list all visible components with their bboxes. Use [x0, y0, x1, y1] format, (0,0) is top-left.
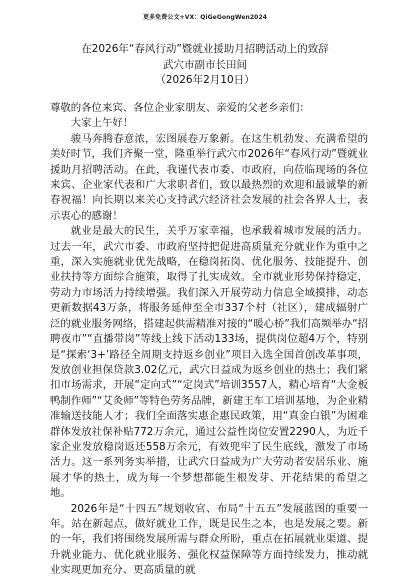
speech-byline: 武穴市副市长田间	[163, 59, 247, 71]
speech-body	[50, 101, 368, 579]
watermark-banner: 更多免费公文+VX：QiGeGongWen2024	[142, 14, 267, 21]
greeting-paragraph: 大家上午好！	[70, 117, 134, 130]
speech-title: 在2026年“春风行动”暨就业援助月招聘活动上的致辞	[81, 43, 329, 55]
achievements-paragraph: 就业是最大的民生，关乎万家幸福，也承载着城市发展的活力。过去一年，武穴市委、市政府坚持把促进高质量充分就业作为重中之重，深入实施就业优先战略，在稳岗拓岗、优化服务、技能提升、创业扶持等方面综合施策，取得了扎实成效。全市就业形势保持稳定，劳动力市场活力持续增强。我们深入开展劳动力信息全域摸排，动态更新数据43万条，将服务延伸至全市337个村（社区），建成辐射广泛的就业服务网络，搭建起供需精准对接的“暖心桥”我们高频举办“招聘夜市”“直播带岗”等线上线下活动133场，提供岗位超4万个，特别是“探索‘3+’路径全周期支持返乡创业”项目入选全国首创改革事项，发放创业担保贷款3.02亿元，武穴日益成为返乡创业的热土；我们紧扣市场需求，开展“定向式”“定岗式”培训3557人，精心培育“大金板鸭制作师”“艾灸师”等特色劳务品牌，新建王车工培训基地，为企业精准输送技能人才；我们全面落实惠企惠民政策，用“真金白银”为困难群体发放社保补贴772万余元，通过公益性岗位安置2290人，为近千家企业发放稳岗返还558万余元，有效兜牢了民生底线，激发了市场活力。这一系列务实举措，让武穴日益成为广大劳动者安居乐业、施展才华的热土，成为每一个梦想都能生根发芽、开花结果的希望之地。	[50, 225, 368, 500]
plans-paragraph: 2026年是“十四五”规划收官、布局“十五五”发展蓝图的重要一年。站在新起点，做好就业工作，既是民生之本，也是发展之要。新的一年，我们将围绕发展所需与群众所盼，重点在拓展就业渠道、提升就业能力、优化就业服务、强化权益保障等方面持续发力，推动就业实现更加充分、更高质量的就	[50, 502, 368, 577]
salutation: 尊敬的各位来宾、各位企业家朋友、亲爱的父老乡亲们：	[50, 102, 310, 114]
speech-date: （2026年2月10日）	[155, 74, 255, 86]
opening-paragraph: 骏马奔腾春意浓，宏图展卷万象新。在这生机勃发、充满希望的美好时节，我们齐聚一堂，隆重举行武穴市2026年“春风行动”暨就业援助月招聘活动。在此，我谨代表市委、市政府，向莅临现场的各位来宾、企业家代表和广大求职者们，致以最热烈的欢迎和最诚挚的新春祝福！向长期以来关心支持武穴经济社会发展的社会各界人士，表示衷心的感谢！	[50, 132, 368, 222]
